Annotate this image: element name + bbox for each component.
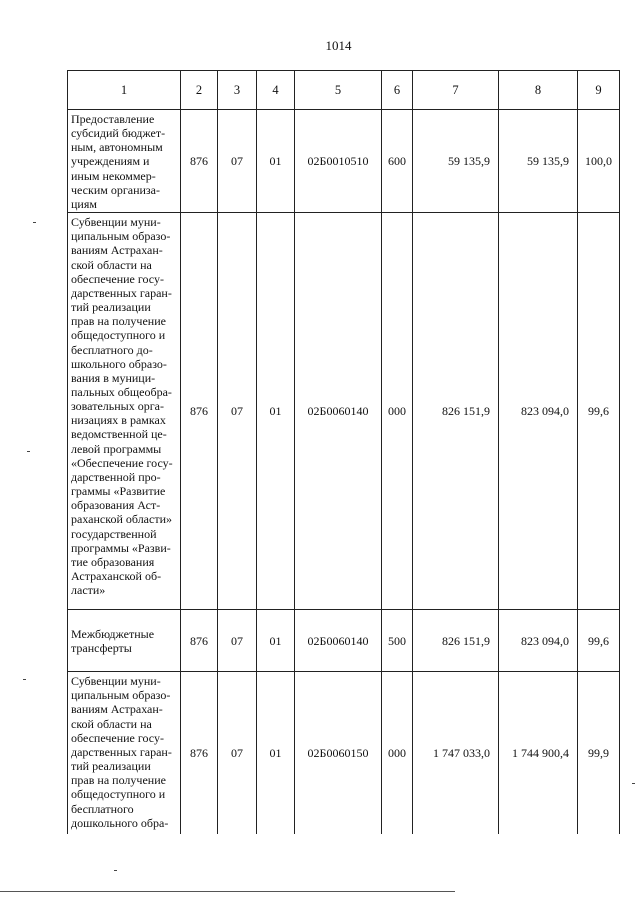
row-name-line: тий реализации [71,300,151,315]
table-row [68,610,620,672]
row-name-line: прав на получение [71,314,166,329]
header-cell-7: 7 [413,71,499,110]
row-name-cell [68,672,181,834]
target-article-cell: 02Б0060150 [295,672,382,834]
row-name-line: ципальным образо- [71,229,171,244]
scan-speck [33,222,36,223]
row-name-line: прав на получение [71,773,166,788]
row-name-line: трансферты [71,641,132,656]
percent-cell: 99,6 [578,213,620,610]
header-cell-8: 8 [499,71,578,110]
row-name-line: ведомственной це- [71,427,167,442]
header-cell-6: 6 [382,71,413,110]
row-name-line: обеспечение госу- [71,730,164,745]
row-name-line: пальных общеобра- [71,384,172,399]
row-name-line: граммы «Развитие [71,484,166,499]
row-name-line: зовательных орга- [71,399,164,414]
row-name-line: общедоступного и [71,328,166,343]
row-name-line: ваниям Астрахан- [71,243,163,258]
subsection-code-cell: 01 [257,213,295,610]
row-name-line: дошкольного обра- [71,815,169,830]
row-name-line: Астраханской об- [71,569,162,583]
row-name-line: иным некоммер- [71,168,156,183]
section-code-cell: 07 [218,610,257,672]
subsection-code-cell: 01 [257,110,295,213]
ministry-code-cell: 876 [181,672,218,834]
scan-speck [114,870,117,871]
row-name-line: тие образования [71,554,155,569]
header-cell-4: 4 [257,71,295,110]
table-row [68,672,620,834]
row-name-line: ской области на [71,716,152,731]
header-cell-9: 9 [578,71,620,110]
table-body [68,110,620,834]
ministry-code-cell: 876 [181,610,218,672]
row-name-line: бесплатного до- [71,342,153,357]
header-cell-1: 1 [68,71,181,110]
section-code-cell: 07 [218,672,257,834]
expense-type-cell: 600 [382,110,413,213]
table-row [68,213,620,610]
executed-amount-cell: 823 094,0 [499,213,578,610]
header-cell-3: 3 [218,71,257,110]
row-name-line: ласти» [71,583,106,598]
planned-amount-cell: 826 151,9 [413,213,499,610]
section-code-cell: 07 [218,213,257,610]
percent-cell: 100,0 [578,110,620,213]
page-number: 1014 [325,38,352,53]
header-cell-2: 2 [181,71,218,110]
budget-table [67,70,620,834]
row-name-line: ской области на [71,257,152,272]
row-name-line: дарственных гаран- [71,744,172,759]
subsection-code-cell: 01 [257,610,295,672]
planned-amount-cell: 826 151,9 [413,610,499,672]
section-code-cell: 07 [218,110,257,213]
row-name-line: ваниям Астрахан- [71,702,163,717]
row-name-line: дарственной про- [71,469,161,484]
header-cell-5: 5 [295,71,382,110]
row-name-line: Субвенции муни- [71,674,161,689]
percent-cell: 99,6 [578,610,620,672]
row-name-line: субсидий бюджет- [71,126,166,141]
executed-amount-cell: 59 135,9 [499,110,578,213]
target-article-cell: 02Б0060140 [295,610,382,672]
expense-type-cell: 000 [382,213,413,610]
row-name-cell [68,213,181,610]
row-name-line: учреждениям и [71,154,150,169]
row-name-line: Субвенции муни- [71,215,161,230]
planned-amount-cell: 1 747 033,0 [413,672,499,834]
ministry-code-cell: 876 [181,110,218,213]
scan-speck [23,679,26,680]
row-name-line: Межбюджетные [71,626,155,641]
row-name-line: образования Аст- [71,498,161,513]
row-name-line: «Обеспечение госу- [71,455,173,470]
row-name-line: государственной [71,526,157,541]
row-name-line: тий реализации [71,759,151,774]
expense-type-cell: 500 [382,610,413,672]
row-name-line: раханской области» [71,512,172,527]
row-name-line: ческим организа- [71,182,160,197]
row-name-cell [68,110,181,213]
expense-type-cell: 000 [382,672,413,834]
percent-cell: 99,9 [578,672,620,834]
row-name-line: дарственных гаран- [71,285,172,300]
ministry-code-cell: 876 [181,213,218,610]
row-name-line: школьного образо- [71,356,167,371]
executed-amount-cell: 1 744 900,4 [499,672,578,834]
row-name-line: бесплатного [71,801,134,816]
row-name-line: ным, автономным [71,140,163,155]
scan-speck [632,783,635,784]
scan-speck [27,451,30,452]
subsection-code-cell: 01 [257,672,295,834]
row-name-line: низациях в рамках [71,413,166,428]
row-name-line: Предоставление [71,112,155,126]
row-name-cell [68,610,181,672]
bottom-rule [0,891,455,892]
row-name-line: обеспечение госу- [71,271,164,286]
table-row [68,110,620,213]
row-name-line: вания в муници- [71,370,156,385]
header-row [68,71,620,110]
row-name-line: циям [71,196,97,211]
row-name-line: ципальным образо- [71,688,171,703]
planned-amount-cell: 59 135,9 [413,110,499,213]
target-article-cell: 02Б0010510 [295,110,382,213]
row-name-line: общедоступного и [71,787,166,802]
row-name-line: программы «Разви- [71,540,171,555]
target-article-cell: 02Б0060140 [295,213,382,610]
row-name-line: левой программы [71,441,162,456]
executed-amount-cell: 823 094,0 [499,610,578,672]
